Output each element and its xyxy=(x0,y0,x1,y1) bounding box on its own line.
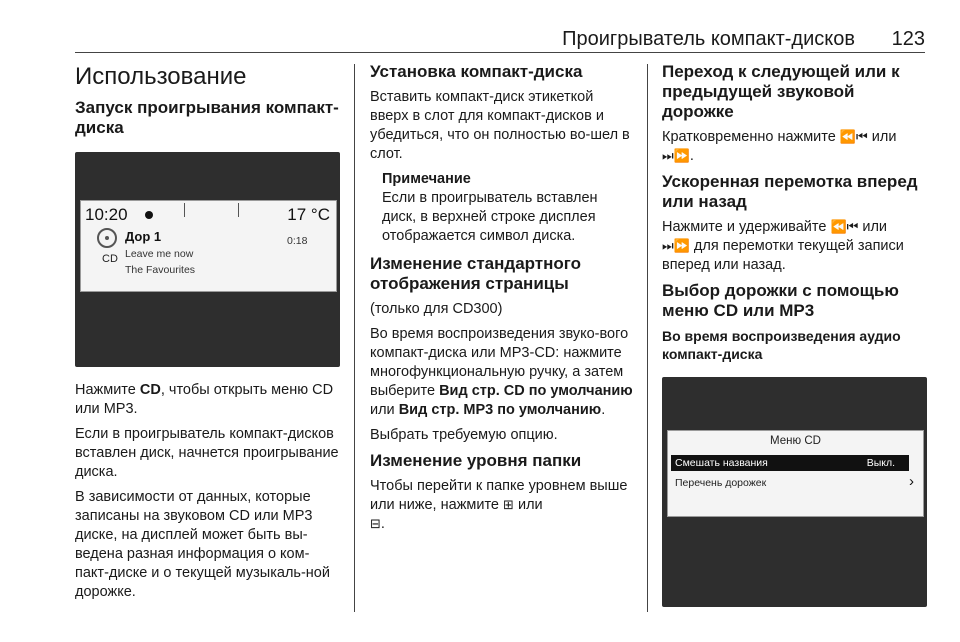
paragraph-press-cd xyxy=(75,381,340,419)
column-1 xyxy=(75,62,340,608)
folder-down-icon: ⊟ xyxy=(370,517,381,532)
heading-select-track-menu: Выбор дорожки с помощью меню CD или MP3 xyxy=(662,281,899,320)
cd-display-figure xyxy=(75,152,340,367)
menu-item-shuffle-label: Смешать названия xyxy=(675,457,768,469)
paragraph-fast-forward xyxy=(662,218,927,275)
display-track-name: Дор 1 xyxy=(125,229,162,244)
text: Во время воспроизведения звуко-вого компакт-диска или MP3-CD: нажмите многофункциональную ручку, а затем выберите xyxy=(370,326,629,399)
paragraph-default-view xyxy=(370,325,635,420)
previous-track-icon: ⏪⏮ xyxy=(839,130,868,145)
heading-start-playback: Запуск проигрывания компакт-диска xyxy=(75,98,339,137)
cd-menu-screen xyxy=(667,430,924,517)
text: Кратковременно нажмите xyxy=(662,129,840,145)
section-title: Использование xyxy=(75,63,247,90)
text: Нажмите и удерживайте xyxy=(662,219,831,235)
text: , чтобы открыть меню CD или MP3. xyxy=(75,382,334,417)
folder-up-icon: ⊞ xyxy=(503,498,514,513)
menu-title: Меню CD xyxy=(770,435,821,447)
column-divider-1 xyxy=(354,64,355,612)
menu-item-track-list[interactable]: Перечень дорожек xyxy=(675,477,767,489)
display-separator xyxy=(238,203,239,217)
page-number: 123 xyxy=(891,28,925,50)
heading-change-default-view: Изменение стандартного отображения страницы xyxy=(370,254,582,293)
heading-next-prev-track: Переход к следующей или к предыдущей звуковой дорожке xyxy=(662,62,900,121)
paragraph-cd300-only: (только для CD300) xyxy=(370,301,503,317)
menu-item-shuffle[interactable] xyxy=(671,455,909,471)
cd-display-screen xyxy=(80,200,337,292)
note-text: Если в проигрыватель вставлен диск, в верхней строке дисплея отображается символ диска. xyxy=(382,190,598,244)
menu-item-shuffle-value: Выкл. xyxy=(866,457,895,469)
display-clock: 10:20 xyxy=(85,205,128,224)
display-source-label: CD xyxy=(102,253,118,265)
page-header xyxy=(75,28,925,50)
fast-forward-icon: ⏭⏩ xyxy=(662,239,690,254)
cd-button-label: CD xyxy=(139,382,161,398)
text: или xyxy=(513,497,543,513)
note-block xyxy=(370,170,635,246)
next-track-icon: ⏭⏩ xyxy=(662,149,690,164)
text: или xyxy=(370,402,399,418)
note-title: Примечание xyxy=(382,171,471,187)
display-elapsed-time: 0:18 xyxy=(287,235,308,247)
text: . xyxy=(689,148,694,164)
cd-menu-figure xyxy=(662,377,927,607)
paragraph-disc-inserted: Если в проигрыватель компакт-дисков вставлен диск, начнется проигрывание диска. xyxy=(75,426,339,480)
rewind-icon: ⏪⏮ xyxy=(830,220,859,235)
text: для перемотки текущей записи вперед или назад. xyxy=(662,238,904,273)
paragraph-select-option: Выбрать требуемую опцию. xyxy=(370,427,558,443)
menu-option-mp3-view: Вид стр. MP3 по умолчанию xyxy=(398,402,602,418)
heading-fast-forward: Ускоренная перемотка вперед или назад xyxy=(662,172,918,211)
column-3 xyxy=(662,62,927,607)
display-song-title: Leave me now xyxy=(125,248,194,260)
text: или xyxy=(858,219,888,235)
text: Нажмите xyxy=(75,382,140,398)
paragraph-change-folder xyxy=(370,477,635,534)
page-header-title: Проигрыватель компакт-дисков xyxy=(562,28,855,50)
paragraph-next-prev xyxy=(662,128,927,166)
display-separator xyxy=(184,203,185,217)
disc-status-icon xyxy=(145,211,153,219)
text: или xyxy=(867,129,897,145)
paragraph-display-info: В зависимости от данных, которые записаны на звуковом CD или MP3 диске, на дисплей может быть вы-ведена разная информация о ком-пакт-диске и о текущей музыкаль-ной дорожке. xyxy=(75,489,330,600)
header-rule xyxy=(75,52,925,53)
column-divider-2 xyxy=(647,64,648,612)
column-2 xyxy=(370,62,635,540)
display-artist: The Favourites xyxy=(125,264,196,276)
chevron-right-icon: › xyxy=(909,473,914,490)
cd-disc-icon xyxy=(97,228,117,248)
display-temperature: 17 °C xyxy=(287,205,330,224)
subheading-during-playback: Во время воспроизведения аудио компакт-диска xyxy=(662,328,901,362)
heading-insert-cd: Установка компакт-диска xyxy=(370,62,583,81)
text: Чтобы перейти к папке уровнем выше или ниже, нажмите xyxy=(370,478,628,513)
text: . xyxy=(601,402,606,418)
menu-option-cd-view: Вид стр. CD по умолчанию xyxy=(439,383,633,399)
text: . xyxy=(380,516,385,532)
heading-change-folder: Изменение уровня папки xyxy=(370,451,582,470)
paragraph-insert-cd: Вставить компакт-диск этикеткой вверх в слот для компакт-дисков и убедиться, что он полностью во-шел в слот. xyxy=(370,89,630,162)
